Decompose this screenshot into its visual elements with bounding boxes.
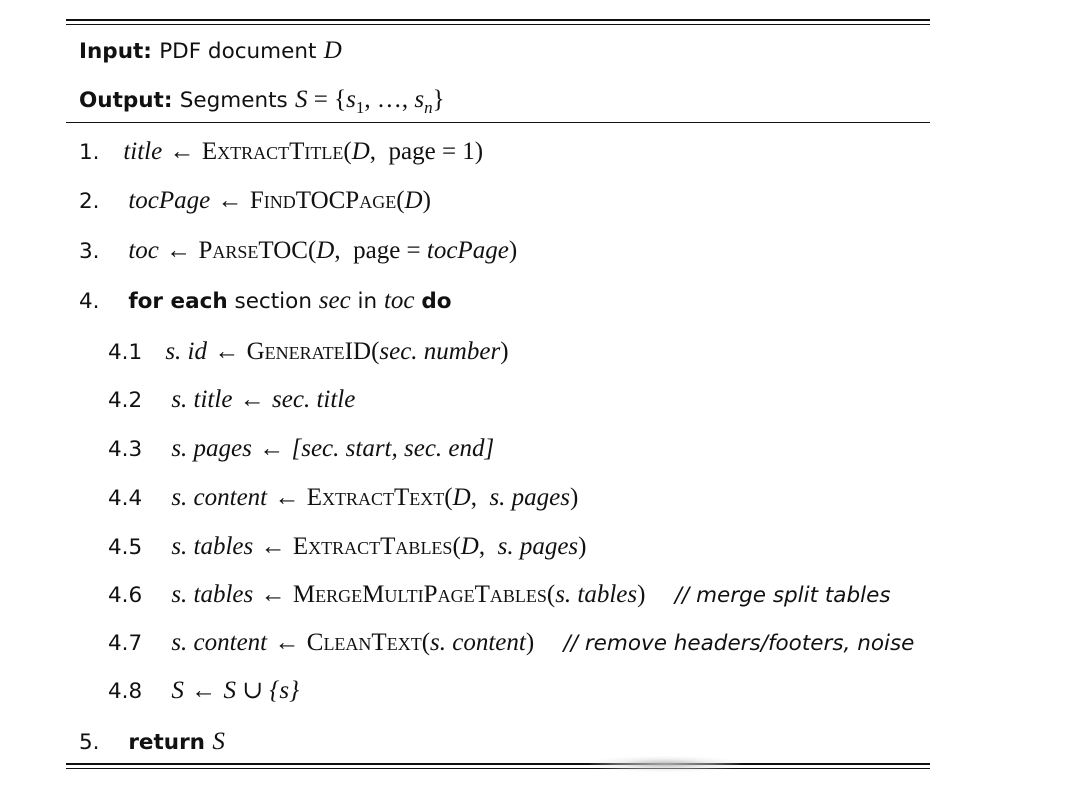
assign-arrow: ←	[217, 187, 243, 214]
step-5	[79, 727, 225, 758]
substep-4-7	[108, 628, 914, 659]
substep-lhs: s. content	[171, 629, 268, 656]
step-args: (D, page = 1)	[343, 138, 484, 165]
substep-number: 4.6	[108, 583, 143, 608]
bottom-rule-inner	[66, 768, 930, 769]
step-args: (D)	[396, 187, 431, 214]
output-text: Segments	[179, 88, 288, 113]
step-1	[79, 137, 483, 168]
substep-function: CleanText	[306, 629, 422, 656]
assign-arrow: ←	[166, 237, 192, 264]
return-keyword: return	[128, 730, 205, 755]
substep-args: (D, s. pages)	[452, 533, 587, 560]
assign-arrow: ←	[274, 629, 300, 656]
input-label: Input:	[79, 39, 152, 64]
substep-lhs: s. id	[165, 338, 207, 365]
substep-number: 4.4	[108, 486, 143, 511]
substep-number: 4.1	[108, 340, 143, 365]
top-rule-inner	[66, 24, 930, 25]
substep-4-4	[108, 483, 578, 514]
substep-lhs: s. tables	[171, 533, 254, 560]
step-number: 4.	[79, 289, 100, 314]
step-args: (D, page = tocPage)	[307, 237, 518, 264]
substep-lhs: s. pages	[171, 435, 252, 462]
step-number: 3.	[79, 239, 100, 264]
step-lhs: title	[123, 138, 163, 165]
assign-arrow: ←	[214, 338, 240, 365]
substep-args: (D, s. pages)	[444, 484, 579, 511]
output-expr: $S = \{s_1$, …, $s_n$}	[295, 86, 445, 117]
substep-args: sec. title	[272, 386, 356, 413]
assign-arrow: ←	[239, 386, 265, 413]
substep-args: (sec. number)	[371, 338, 509, 365]
substep-function: ExtractTables	[292, 533, 453, 560]
step-function: ParseTOC	[198, 237, 308, 264]
substep-number: 4.5	[108, 535, 143, 560]
assign-arrow: ←	[191, 677, 217, 704]
substep-4-8	[108, 676, 299, 707]
substep-lhs: s. title	[171, 386, 233, 413]
loop-header: for each section sec in toc do	[128, 287, 452, 314]
input-text: PDF document	[159, 39, 317, 64]
step-lhs: tocPage	[128, 187, 211, 214]
page-shadow	[590, 756, 740, 772]
substep-args: (s. tables)	[546, 581, 646, 608]
substep-args: S ∪ {s}	[223, 677, 300, 704]
substep-args: [sec. start, sec. end]	[291, 435, 495, 462]
substep-args: (s. content)	[421, 629, 535, 656]
substep-lhs: s. content	[171, 484, 268, 511]
assign-arrow: ←	[260, 533, 286, 560]
output-label: Output:	[79, 88, 173, 113]
substep-number: 4.2	[108, 388, 143, 413]
output-line	[79, 85, 445, 123]
return-var: S	[212, 728, 225, 755]
substep-lhs: S	[171, 677, 184, 704]
substep-function: MergeMultiPageTables	[292, 581, 547, 608]
substep-comment: // merge split tables	[674, 583, 891, 608]
top-rule-outer	[66, 19, 930, 21]
bottom-rule-outer	[66, 763, 930, 765]
assign-arrow: ←	[259, 435, 285, 462]
substep-lhs: s. tables	[171, 581, 254, 608]
substep-4-6	[108, 580, 891, 611]
step-function: ExtractTitle	[201, 138, 344, 165]
input-line	[79, 36, 342, 67]
step-lhs: toc	[128, 237, 159, 264]
step-number: 1.	[79, 140, 100, 165]
step-number: 5.	[79, 730, 100, 755]
substep-4-5	[108, 532, 586, 563]
substep-4-3	[108, 434, 494, 465]
assign-arrow: ←	[274, 484, 300, 511]
substep-number: 4.3	[108, 437, 143, 462]
step-4	[79, 286, 452, 317]
assign-arrow: ←	[169, 138, 195, 165]
substep-4-1	[108, 337, 509, 368]
substep-comment: // remove headers/footers, noise	[563, 631, 915, 656]
step-function: FindTOCPage	[249, 187, 397, 214]
substep-function: GenerateID	[246, 338, 372, 365]
assign-arrow: ←	[260, 581, 286, 608]
input-var: D	[323, 37, 342, 64]
substep-number: 4.7	[108, 631, 143, 656]
header-separator-rule	[66, 122, 930, 123]
substep-number: 4.8	[108, 679, 143, 704]
step-3	[79, 236, 517, 267]
step-number: 2.	[79, 189, 100, 214]
substep-function: ExtractText	[306, 484, 445, 511]
step-2	[79, 186, 431, 217]
substep-4-2	[108, 385, 355, 416]
